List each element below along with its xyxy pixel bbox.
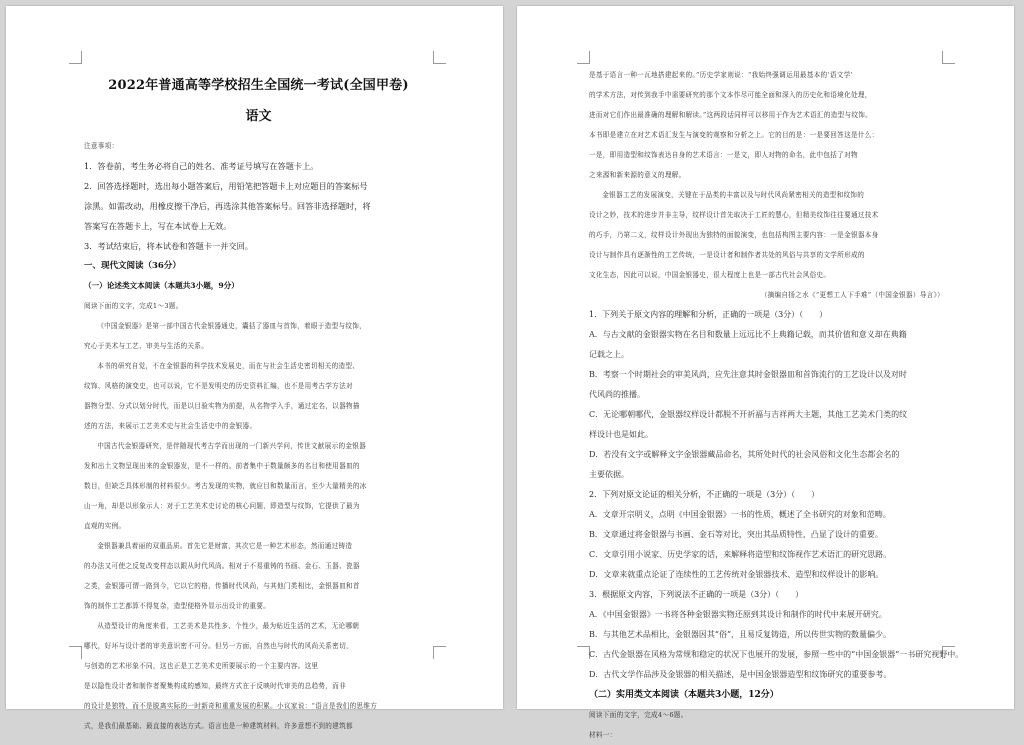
text-line: 的学术方法，对传到我手中需要研究的那个文本作尽可能全面和深入的历史化和语境化处理， [589, 91, 872, 99]
text-line: 究心于美术与工艺、审美与生活的关系。 [84, 342, 209, 350]
text-line: 器物分型、分式以划分时代，而是以目验实物为前提，从名物学入手，通过定名，以器物描 [84, 402, 360, 410]
text-line: 述的方法，来展示工艺美术史与社会生活史中的金银器。 [84, 422, 257, 430]
text-line: 涂黑。如需改动，用橡皮擦干净后，再选涂其他答案标号。回答非选择题时，将 [84, 201, 371, 211]
text-line: 与创造的艺术形象不同，这也正是工艺美术史所要展示的一个主要内容。这里 [84, 662, 319, 670]
text-line: 1．下列关于原文内容的理解和分析，正确的一项是（3分）（ ） [589, 310, 828, 319]
text-line: 式，是我们最基础、最直接的表达方式。语言也是一种建筑材料，许多意想不到的建筑都 [84, 722, 353, 730]
page-content [84, 66, 433, 736]
text-line: 发和出土文物呈现出来的金银器发，是不一样的。前者集中于数量颇多的名目和使用器皿的 [84, 462, 360, 470]
page-corner-mark [69, 51, 82, 64]
text-line: 阅读下面的文字，完成4～6题。 [589, 711, 688, 719]
text-line: 答案写在答题卡上，写在本试卷上无效。 [84, 221, 232, 231]
page-corner-mark [577, 51, 590, 64]
text-line: 设计与制作具有逐渐性的工艺传统，一是设计者和制作者共处的风俗与共享的文学所形成的 [589, 251, 865, 259]
page-content [589, 65, 964, 745]
text-line: 注意事项： [84, 142, 119, 150]
text-line: 材料一： [589, 731, 617, 739]
text-line: D．若没有文字或解释文字金银器藏品命名，其所处时代的社会风俗和文化生态都会名的 [589, 450, 900, 459]
text-line: D．古代文学作品涉及金银器的相关描述，是中国金银器造型和纹饰研究的重要参考。 [589, 670, 892, 679]
text-line: 的设计是独特、而不是脱离实际的一时新奇和重重发展的积累。小议家说：“语言是我们的思维方 [84, 702, 378, 710]
text-line: 饰的制作工艺都算不得复杂，造型便格外显示出设计的重要。 [84, 602, 271, 610]
right-page-text [589, 65, 964, 745]
text-line: 中国古代金银器研究，是伴随现代考古学而出现的一门新兴学问，传世文献展示的金银器 [97, 442, 367, 450]
text-line: 山一角，却是以形象示人：对于工艺美术史讨论的核心问题，即造型与纹饰，它提供了最为 [84, 502, 360, 510]
text-line: C．文章引用小说家、历史学家的话，来解释将造型和纹饰视作艺术语汇的研究思路。 [589, 550, 892, 559]
text-line: A．与古文献的金银器实物在名目和数量上远远比不上典籍记载，而其价值和意义却在典籍 [589, 330, 907, 339]
text-line: 3．根据原文内容，下列说法不正确的一项是（3分）（ ） [589, 590, 804, 599]
text-line: 一是，即用造型和纹饰表达自身的艺术语言：一是文，即人对物的命名，此中包括了对物 [589, 151, 858, 159]
text-line: 是以隐性设计者和制作者聚集构成的感知，最终方式在于反映时代审美的总趋势，而非 [84, 682, 346, 690]
document-page-left [6, 6, 503, 730]
text-line: 金银器工艺的发展演变，关键在于品类的丰富以及与时代风尚紧密相关的造型和纹饰的 [602, 191, 865, 199]
left-page-text [84, 136, 433, 736]
text-line: 阅读下面的文字，完成1～3题。 [84, 302, 183, 310]
text-line: （摘编自扬之水《“更想工人下手难”（中国金银器）导言》） [760, 291, 944, 299]
text-line: 样设计也是如此。 [589, 430, 653, 439]
text-line: 代风尚的推播。 [589, 390, 645, 399]
text-line: 记载之上。 [589, 350, 629, 359]
document-page-right [517, 6, 1014, 739]
text-line: B．文章通过将金银器与书画、金石等对比，突出其品质特性，凸显了设计的重要。 [589, 530, 883, 539]
text-line: 1．答卷前，考生务必将自己的姓名、准考证号填写在答题卡上。 [84, 161, 319, 171]
text-line: 之来源和新来源的意义的理解。 [589, 171, 686, 179]
text-line: 2．回答选择题时，选出每小题答案后，用铅笔把答题卡上对应题目的答案标号 [84, 181, 368, 191]
subject-title: 语文 [245, 109, 272, 124]
text-line: 《中国金银器》是第一部中国古代金银器通史，囊括了器皿与首饰，着眼于造型与纹饰， [97, 322, 367, 330]
text-line: 的巧手，乃第二义，纹样设计外现出为独特的面貌演变，也包括构图主要内容：一是金银器本身 [589, 231, 879, 239]
text-line: 本书的研究自觉，不在金银器的科学技术发展史，而在与社会生活史密切相关的造型、 [97, 362, 360, 370]
text-line: 文化生态，因此可以说，中国金银器史，很大程度上也是一部古代社会风俗史。 [589, 271, 831, 279]
text-line: 本书即是建立在对艺术语汇发生与演变的观察和分析之上。它的目的是：一是要回答这是什么： [589, 131, 879, 139]
text-line: 进而对它们作出最准确的理解和解读。”这两段话同样可以移用于作为艺术语汇的造型与纹饰。 [589, 111, 873, 119]
text-line: 设计之妙，技术的进步并非主导，纹样设计首先取决于工匠的慧心，但精美纹饰往往要通过技术 [589, 211, 879, 219]
text-line: C．无论哪朝哪代，金银器纹样设计都脱不开祈福与吉祥两大主题，其他工艺美术门类的纹 [589, 410, 908, 419]
text-line: A．文章开宗明义，点明《中国金银器》一书的性质，概述了全书研究的对象和范畴。 [589, 510, 891, 519]
text-line: 之类，金银器可谓一路到今，它以它的格，传播时代风尚，与其他门类相比，金银器皿和首 [84, 582, 360, 590]
text-line: 数目，但缺乏具体形制的材料很少。考古发现的实物，就应目和数量而言，至少大量精美的冰 [84, 482, 367, 490]
text-line: 2．下列对原文论证的相关分析，不正确的一项是（3分）（ ） [589, 490, 820, 499]
text-line: 主要依据。 [589, 470, 629, 479]
text-line: 从造型设计的角度来看，工艺美术是共性多、个性少，最为贴近生活的艺术，无论哪朝 [97, 622, 360, 630]
text-line: （二）实用类文本阅读（本题共3小题，12分） [589, 690, 779, 700]
text-line: B．与其他艺术品相比，金银器因其“俗”，且易反复铸造，所以传世实物的数量偏少。 [589, 630, 892, 639]
text-line: 哪代，好坏与设计者的审美意识密不可分。但另一方面，自然也与时代的风尚关系密切， [84, 642, 353, 650]
text-line: 是基于语言一种一瓦地搭建起来的。”历史学家则说：“我始终强调运用最基本的‘语文学’ [589, 71, 853, 79]
text-line: C．古代金银器在风格为常规和稳定的状况下也展开的发展，参照一些中的“中国金银器”一书研究视野中。 [589, 650, 964, 659]
text-line: 直观的实例。 [84, 522, 126, 530]
page-corner-mark [433, 646, 446, 659]
text-line: 纹饰、风格的演变史，也可以说，它不是发明史的历史资料汇编，也不是用考古学方法对 [84, 382, 353, 390]
text-line: 金银器兼具着丽的双重品质。首先它是财富，其次它是一种艺术形态，然而通过铸造 [97, 542, 353, 550]
page-corner-mark [69, 646, 82, 659]
text-line: B．考察一个时期社会的审美风尚，应先注意其时金银器皿和首饰流行的工艺设计以及对时 [589, 370, 907, 379]
text-line: A．《中国金银器》一书将各种金银器实物还原到其设计和制作的时代中来展开研究。 [589, 610, 887, 619]
page-corner-mark [433, 51, 446, 64]
text-line: 3．考试结束后，将本试卷和答题卡一并交回。 [84, 241, 253, 251]
text-line: （一）论述类文本阅读（本题共3小题，9分） [84, 281, 239, 290]
page-corner-mark [942, 51, 955, 64]
text-line: 一、现代文阅读（36分） [84, 261, 181, 271]
document-title: 2022年普通高等学校招生全国统一考试(全国甲卷) [108, 78, 409, 93]
text-line: 的办法又可使之反复改变样态以跟从时代风尚。相对于不易重铸的书画、金石、玉器、瓷器 [84, 562, 360, 570]
text-line: D．文章来就重点论证了连续性的工艺传统对金银器技术、造型和纹样设计的影响。 [589, 570, 884, 579]
